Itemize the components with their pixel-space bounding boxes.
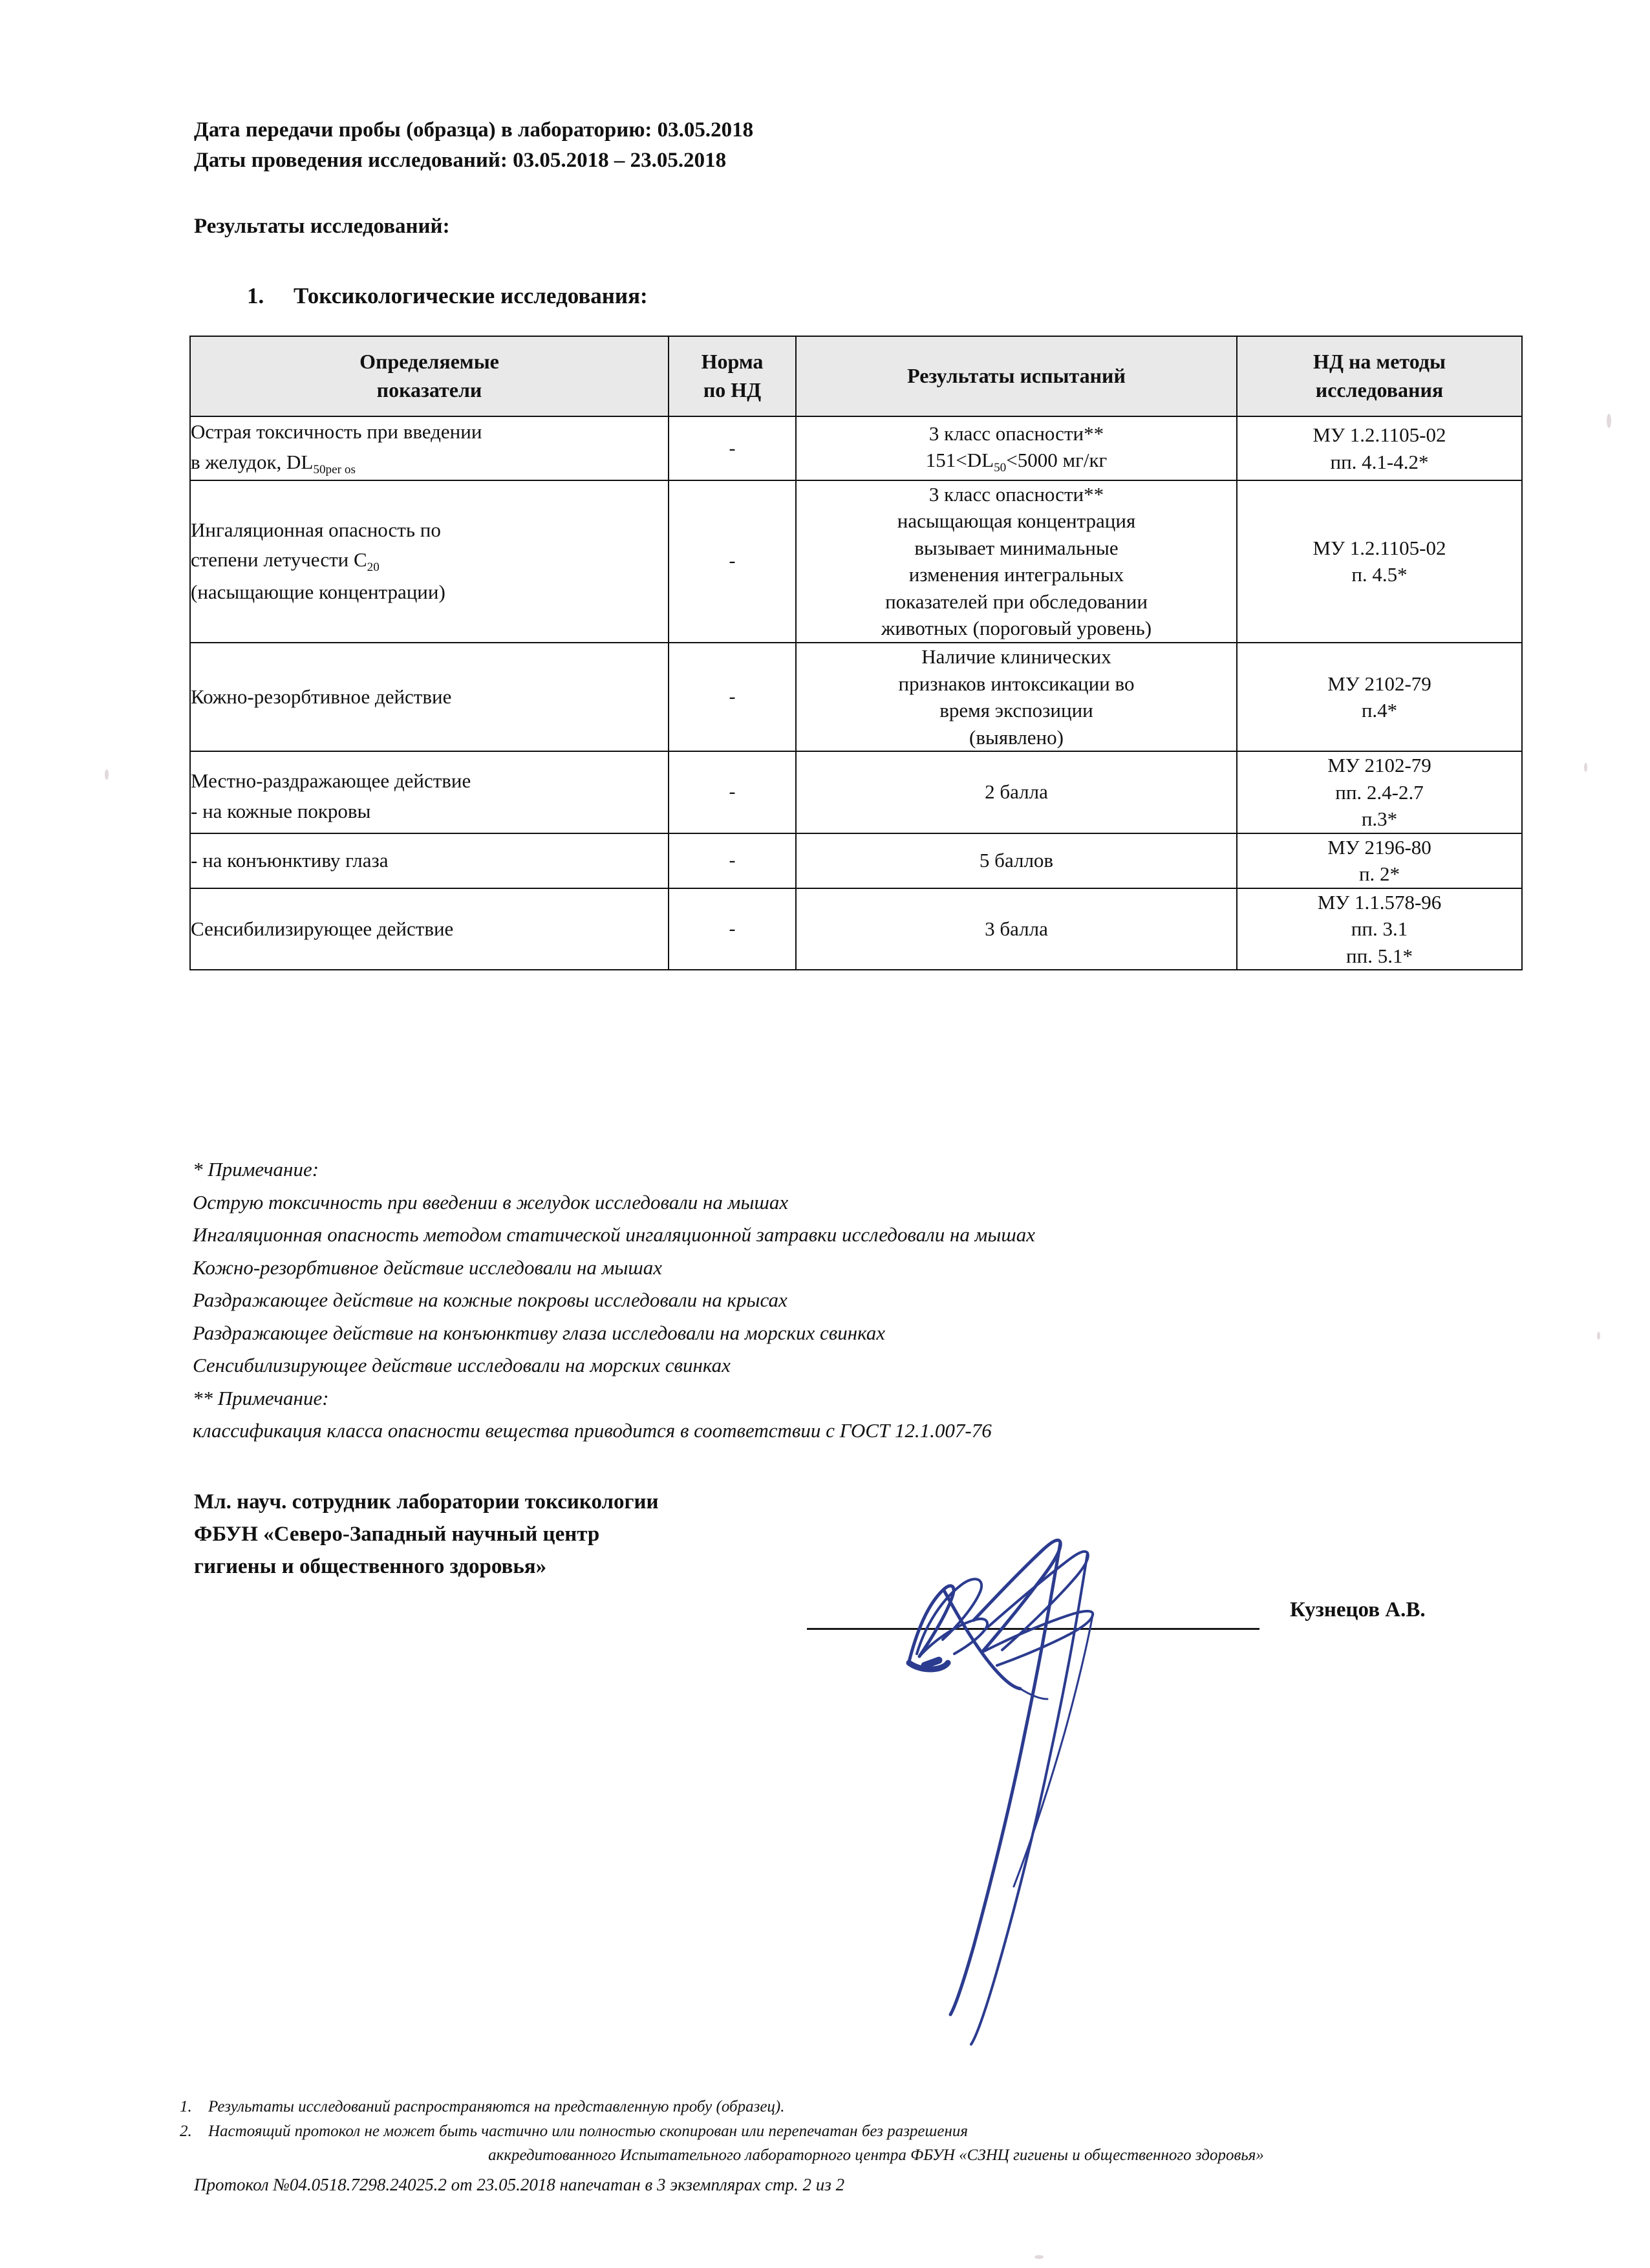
indicator-subscript: 50per os bbox=[313, 463, 356, 476]
notes-block bbox=[193, 1153, 1035, 1448]
method-line: пп. 4.1-4.2* bbox=[1330, 450, 1429, 473]
indicator-line-2-text: в желудок, DL bbox=[191, 450, 314, 473]
scan-speckle bbox=[1597, 1332, 1600, 1340]
signatory-role bbox=[194, 1486, 659, 1583]
result-line: $151<DL_{50}<5000$ мг/кг bbox=[925, 449, 1108, 475]
table-header-row bbox=[190, 336, 1522, 416]
cell-result: 5 баллов bbox=[796, 833, 1237, 888]
cell-method bbox=[1237, 751, 1522, 833]
result-line: изменения интегральных bbox=[908, 563, 1124, 586]
table-row bbox=[190, 888, 1522, 970]
footer-item-2 bbox=[180, 2119, 1544, 2144]
cell-norm: - bbox=[669, 643, 796, 751]
protocol-footer: Протокол №04.0518.7298.24025.2 от 23.05.2018 напечатан в 3 экземплярах стр. 2 из 2 bbox=[194, 2174, 845, 2194]
col-header-indicator-l2: показатели bbox=[376, 378, 482, 402]
footer-item-2-number: 2. bbox=[180, 2122, 192, 2140]
footer-item-1 bbox=[180, 2095, 1544, 2119]
signatory-role-line-2: ФБУН «Северо-Западный научный центр bbox=[194, 1523, 600, 1546]
indicator-line-1: Кожно-резорбтивное действие bbox=[191, 685, 452, 708]
result-line: насыщающая концентрация bbox=[897, 509, 1136, 533]
method-line: п. 2* bbox=[1358, 862, 1400, 886]
cell-method bbox=[1237, 416, 1522, 480]
scan-speckle bbox=[1584, 763, 1587, 772]
note-line: Раздражающее действие на кожные покровы исследовали на крысах bbox=[193, 1289, 788, 1312]
cell-method bbox=[1237, 833, 1522, 888]
col-header-method bbox=[1237, 336, 1522, 416]
method-line: МУ 1.2.1105-02 bbox=[1312, 423, 1446, 447]
method-line: МУ 1.2.1105-02 bbox=[1312, 536, 1446, 559]
note-line: Кожно-резорбтивное действие исследовали на мышах bbox=[193, 1256, 663, 1279]
indicator-line-1: Местно-раздражающее действие bbox=[191, 769, 471, 793]
note-line: Ингаляционная опасность методом статической ингаляционной затравки исследовали на мышах bbox=[193, 1223, 1036, 1246]
cell-method bbox=[1237, 888, 1522, 970]
section-heading-toxicology bbox=[247, 283, 648, 309]
result-line: вызывает минимальные bbox=[914, 536, 1119, 559]
note-line: * Примечание: bbox=[193, 1158, 319, 1181]
handwritten-signature bbox=[847, 1493, 1209, 2127]
cell-result bbox=[796, 416, 1237, 480]
method-line: пп. 5.1* bbox=[1346, 944, 1413, 967]
table-row bbox=[190, 416, 1522, 480]
cell-result bbox=[796, 643, 1237, 751]
result-line: 3 класс опасности** bbox=[928, 422, 1104, 445]
cell-result: 3 балла bbox=[796, 888, 1237, 970]
indicator-line-2: - на кожные покровы bbox=[191, 799, 371, 822]
cell-indicator bbox=[190, 833, 669, 888]
method-line: МУ 2196-80 bbox=[1327, 835, 1431, 859]
scan-speckle bbox=[1034, 2255, 1044, 2259]
cell-indicator bbox=[190, 751, 669, 833]
result-line: Наличие клинических bbox=[921, 645, 1111, 669]
results-heading: Результаты исследований: bbox=[194, 215, 450, 238]
table-row bbox=[190, 751, 1522, 833]
indicator-line-1: Острая токсичность при введении bbox=[191, 420, 482, 444]
method-line: п.4* bbox=[1361, 699, 1398, 722]
note-line: ** Примечание: bbox=[193, 1386, 329, 1409]
result-line: 3 класс опасности** bbox=[928, 482, 1104, 506]
section-title: Токсикологические исследования: bbox=[294, 283, 648, 308]
result-line: животных (пороговый уровень) bbox=[881, 617, 1152, 640]
col-header-method-l1: НД на методы bbox=[1313, 350, 1446, 373]
table-row bbox=[190, 480, 1522, 643]
indicator-line-1: Сенсибилизирующее действие bbox=[191, 917, 454, 940]
sample-transfer-date: Дата передачи пробы (образца) в лабораторию: 03.05.2018 bbox=[194, 118, 754, 142]
cell-norm: - bbox=[669, 751, 796, 833]
research-dates: Даты проведения исследований: 03.05.2018 – 23.05.2018 bbox=[194, 148, 727, 172]
method-line: п.3* bbox=[1361, 808, 1398, 831]
header-dates bbox=[194, 115, 753, 176]
toxicology-results-table bbox=[189, 336, 1523, 970]
indicator-subscript: 20 bbox=[367, 561, 380, 575]
result-line: показателей при обследовании bbox=[885, 590, 1148, 613]
indicator-line-1: - на конъюнктиву глаза bbox=[191, 849, 389, 872]
col-header-norm bbox=[669, 336, 796, 416]
cell-indicator bbox=[190, 416, 669, 480]
signature-line bbox=[807, 1628, 1259, 1630]
toxicology-table-wrapper bbox=[189, 336, 1521, 970]
cell-norm: - bbox=[669, 833, 796, 888]
note-line: классификация класса опасности вещества приводится в соответствии с ГОСТ 12.1.007-76 bbox=[193, 1419, 992, 1442]
footer-item-1-number: 1. bbox=[180, 2098, 192, 2115]
col-header-results bbox=[796, 336, 1237, 416]
cell-result bbox=[796, 480, 1237, 643]
method-line: пп. 3.1 bbox=[1351, 917, 1408, 941]
signatory-name: Кузнецов А.В. bbox=[1290, 1598, 1426, 1621]
table-row bbox=[190, 833, 1522, 888]
footer-item-2-continued: аккредитованного Испытательного лабораторного центра ФБУН «СЗНЦ гигиены и общественного здоровья» bbox=[488, 2146, 1264, 2164]
col-header-norm-l2: по НД bbox=[703, 378, 762, 402]
method-line: п. 4.5* bbox=[1351, 563, 1408, 586]
cell-indicator bbox=[190, 480, 669, 643]
signatory-role-line-1: Мл. науч. сотрудник лаборатории токсикологии bbox=[194, 1490, 659, 1514]
indicator-line-1: Ингаляционная опасность по bbox=[191, 518, 441, 541]
method-line: пп. 2.4-2.7 bbox=[1335, 780, 1424, 804]
note-line: Сенсибилизирующее действие исследовали на морских свинках bbox=[193, 1354, 731, 1377]
result-line: признаков интоксикации во bbox=[898, 672, 1135, 695]
col-header-norm-l1: Норма bbox=[701, 350, 764, 373]
cell-norm: - bbox=[669, 416, 796, 480]
cell-norm: - bbox=[669, 480, 796, 643]
result-line: время экспозиции bbox=[939, 699, 1093, 722]
signatory-role-line-3: гигиены и общественного здоровья» bbox=[194, 1555, 547, 1579]
cell-result: 2 балла bbox=[796, 751, 1237, 833]
indicator-line-2 bbox=[191, 447, 668, 480]
cell-norm: - bbox=[669, 888, 796, 970]
section-number: 1. bbox=[247, 283, 264, 308]
footer-block bbox=[180, 2095, 1544, 2198]
indicator-line-2 bbox=[191, 545, 668, 577]
col-header-method-l2: исследования bbox=[1315, 378, 1444, 402]
method-line: МУ 2102-79 bbox=[1327, 754, 1431, 777]
indicator-line-2-text: степени летучести С bbox=[191, 548, 367, 572]
footer-item-2-text: Настоящий протокол не может быть частично или полностью скопирован или перепечатан без разрешения bbox=[208, 2122, 968, 2140]
cell-method bbox=[1237, 643, 1522, 751]
note-line: Раздражающее действие на конъюнктиву глаза исследовали на морских свинках bbox=[193, 1321, 886, 1344]
col-header-indicator bbox=[190, 336, 669, 416]
footer-item-1-text: Результаты исследований распространяются на представленную пробу (образец). bbox=[208, 2098, 785, 2115]
note-line: Острую токсичность при введении в желудок исследовали на мышах bbox=[193, 1190, 789, 1214]
indicator-line-3: (насыщающие концентрации) bbox=[191, 581, 445, 604]
col-header-results-l1: Результаты испытаний bbox=[907, 364, 1126, 388]
method-line: МУ 2102-79 bbox=[1327, 672, 1431, 695]
cell-indicator bbox=[190, 888, 669, 970]
result-line: (выявлено) bbox=[969, 725, 1064, 749]
table-row bbox=[190, 643, 1522, 751]
cell-indicator bbox=[190, 643, 669, 751]
col-header-indicator-l1: Определяемые bbox=[359, 350, 499, 373]
cell-method bbox=[1237, 480, 1522, 643]
method-line: МУ 1.1.578-96 bbox=[1317, 890, 1442, 914]
scan-speckle bbox=[105, 769, 109, 780]
scan-speckle bbox=[1607, 414, 1611, 428]
